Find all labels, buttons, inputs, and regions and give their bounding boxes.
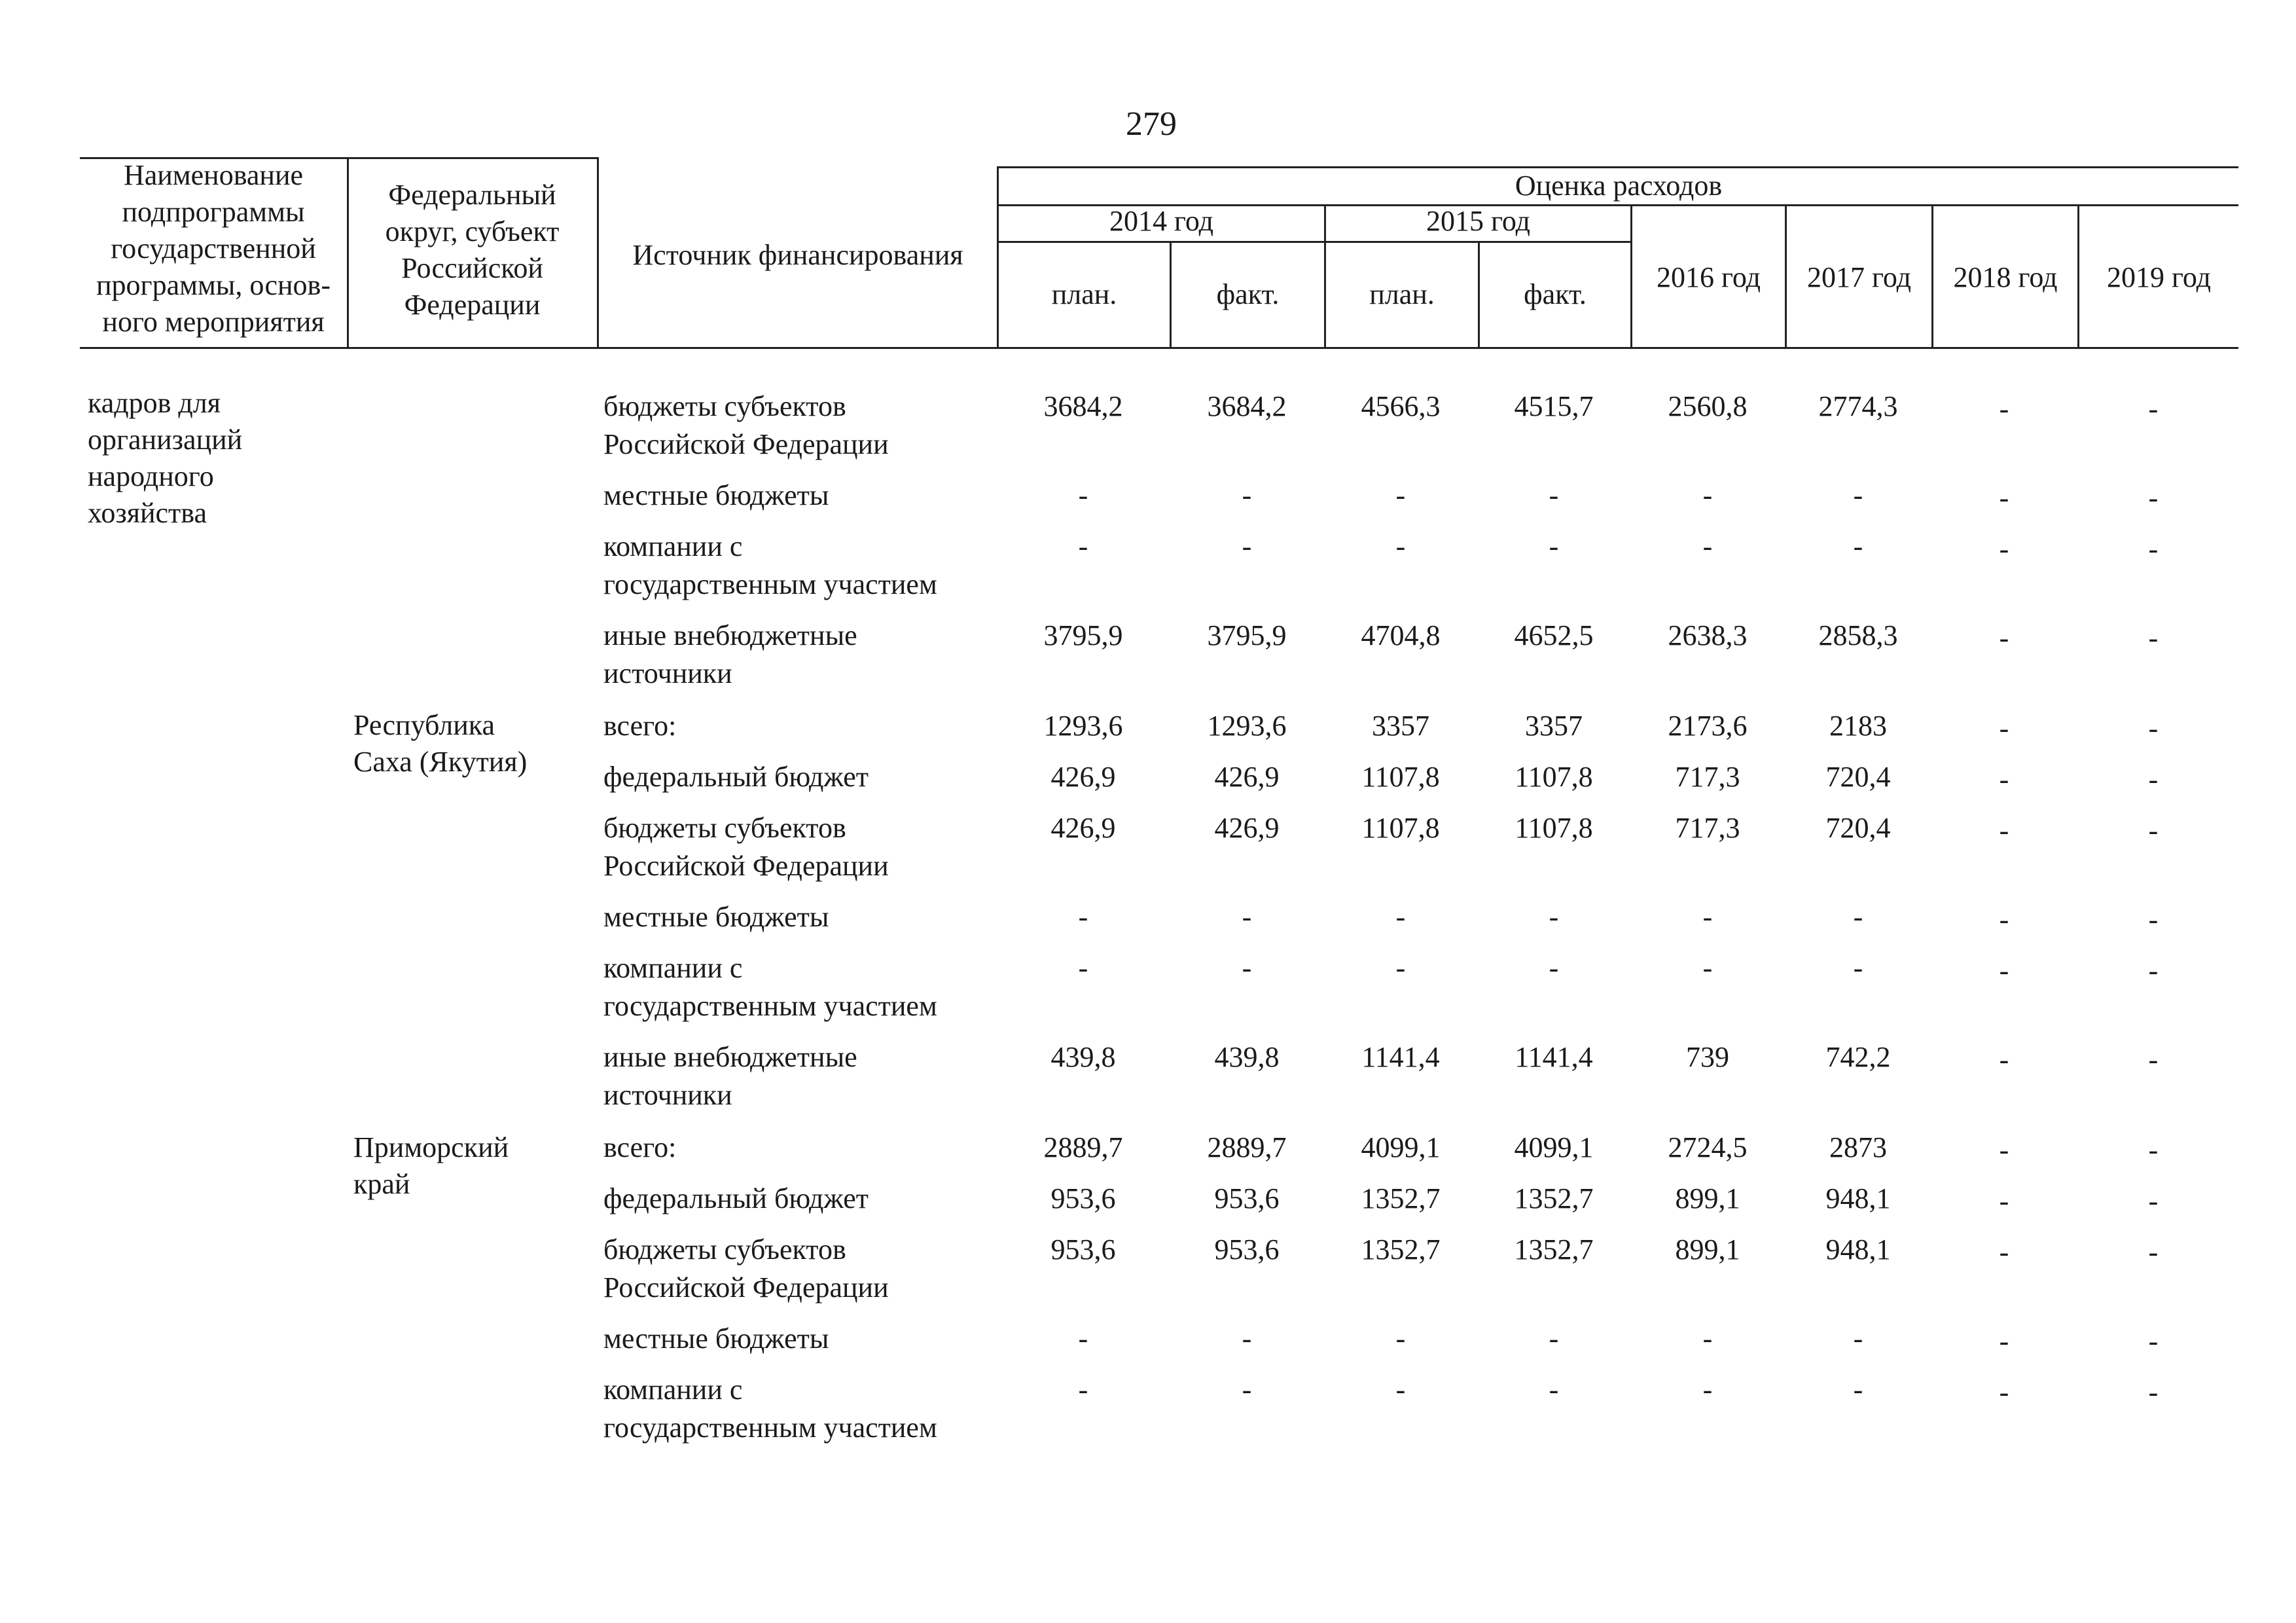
header-program-line: подпрограммы (122, 196, 305, 228)
value-cell: 948,1 (1825, 1233, 1891, 1266)
value-cell: - (2148, 622, 2159, 654)
value-cell: - (1078, 1374, 1088, 1406)
value-cell: 1352,7 (1514, 1182, 1594, 1214)
value-cell: - (1078, 901, 1088, 933)
source-line: компании с (603, 530, 743, 562)
region-line: Саха (Якутия) (353, 746, 528, 778)
value-cell: - (1702, 479, 1713, 511)
value-cell: 953,6 (1214, 1182, 1280, 1214)
region-yakutia (353, 707, 527, 780)
value-cell: 439,8 (1050, 1041, 1116, 1073)
source-line: государственным участием (603, 990, 937, 1022)
value-cell: - (1078, 479, 1088, 511)
header-region-line: Федерации (404, 289, 541, 321)
source-cell (603, 1371, 937, 1447)
value-cell: 1293,6 (1207, 710, 1287, 742)
value-cell: - (1395, 530, 1406, 562)
value-cell: - (1702, 952, 1713, 984)
source-line: местные бюджеты (603, 479, 829, 511)
value-cell: 2774,3 (1818, 390, 1898, 422)
value-cell: - (1999, 533, 2009, 565)
value-cell: - (1078, 952, 1088, 984)
value-cell: - (2148, 1325, 2159, 1357)
value-cell: - (1242, 901, 1252, 933)
value-cell: - (2148, 903, 2159, 936)
value-cell: - (1999, 814, 2009, 847)
value-cell: 3357 (1525, 710, 1583, 742)
value-cell: - (1395, 901, 1406, 933)
region-line: край (353, 1168, 410, 1200)
value-cell: 426,9 (1214, 812, 1280, 844)
value-cell: - (1549, 952, 1559, 984)
value-cell: - (1549, 1322, 1559, 1355)
source-line: государственным участием (603, 568, 937, 600)
value-cell: - (1853, 1322, 1863, 1355)
source-line: бюджеты субъектов (603, 390, 846, 422)
value-cell: - (1395, 1322, 1406, 1355)
source-line: Российской Федерации (603, 850, 889, 882)
program-name-line: хозяйства (88, 497, 207, 529)
year-divider (997, 241, 1630, 243)
value-cell: 426,9 (1050, 761, 1116, 793)
value-cell: 2858,3 (1818, 619, 1898, 651)
value-cell: - (1853, 479, 1863, 511)
header-program-line: ного мероприятия (102, 306, 325, 338)
value-cell: 4566,3 (1361, 390, 1441, 422)
value-cell: 899,1 (1675, 1233, 1740, 1266)
source-line: местные бюджеты (603, 1322, 829, 1355)
source-line: федеральный бюджет (603, 1182, 869, 1214)
value-cell: - (1999, 712, 2009, 744)
header-fact-2015: факт. (1524, 278, 1587, 310)
value-cell: - (2148, 533, 2159, 565)
value-cell: 2183 (1829, 710, 1887, 742)
value-cell: 4099,1 (1361, 1131, 1441, 1163)
value-cell: - (1999, 1236, 2009, 1268)
program-name-line: кадров для (88, 387, 221, 419)
source-cell (603, 1180, 869, 1218)
header-region-line: Российской (401, 252, 543, 284)
value-cell: - (1999, 482, 2009, 514)
value-cell: 717,3 (1675, 812, 1740, 844)
source-line: иные внебюджетные (603, 1041, 857, 1073)
value-cell: - (1395, 479, 1406, 511)
value-cell: 4099,1 (1514, 1131, 1594, 1163)
source-line: государственным участием (603, 1412, 937, 1444)
value-cell: - (2148, 1134, 2159, 1166)
source-cell (603, 898, 829, 936)
value-cell: - (2148, 393, 2159, 425)
source-cell (603, 949, 937, 1025)
value-cell: - (2148, 763, 2159, 795)
value-cell: - (1853, 530, 1863, 562)
value-cell: 953,6 (1050, 1182, 1116, 1214)
header-year-2015: 2015 год (1426, 205, 1531, 237)
value-cell: - (1242, 952, 1252, 984)
value-cell: 1352,7 (1361, 1182, 1441, 1214)
value-cell: - (2148, 712, 2159, 744)
value-cell: 2889,7 (1207, 1131, 1287, 1163)
region-primorsky (353, 1129, 509, 1203)
value-cell: - (1395, 1374, 1406, 1406)
header-plan-2014: план. (1051, 278, 1117, 310)
header-bottom-border (80, 347, 2238, 349)
value-cell: 720,4 (1825, 761, 1891, 793)
value-cell: 2873 (1829, 1131, 1887, 1163)
value-cell: - (2148, 482, 2159, 514)
value-cell: 2173,6 (1668, 710, 1748, 742)
value-cell: - (1999, 1185, 2009, 1217)
value-cell: 4515,7 (1514, 390, 1594, 422)
value-cell: - (1078, 530, 1088, 562)
source-line: иные внебюджетные (603, 619, 857, 651)
value-cell: 3795,9 (1207, 619, 1287, 651)
value-cell: 1141,4 (1515, 1041, 1593, 1073)
source-line: всего: (603, 710, 677, 742)
source-line: бюджеты субъектов (603, 1233, 846, 1266)
source-cell (603, 477, 829, 515)
region-line: Приморский (353, 1131, 509, 1163)
value-cell: 4704,8 (1361, 619, 1441, 651)
value-cell: 426,9 (1214, 761, 1280, 793)
value-cell: 2724,5 (1668, 1131, 1748, 1163)
source-cell (603, 1231, 889, 1307)
value-cell: - (1999, 393, 2009, 425)
source-line: источники (603, 1079, 732, 1111)
value-cell: 439,8 (1214, 1041, 1280, 1073)
source-line: компании с (603, 952, 743, 984)
value-cell: - (1549, 1374, 1559, 1406)
value-cell: 1141,4 (1361, 1041, 1440, 1073)
value-cell: - (1853, 1374, 1863, 1406)
value-cell: - (2148, 955, 2159, 987)
header-year-2017: 2017 год (1806, 261, 1912, 293)
program-name-line: народного (88, 460, 214, 492)
value-cell: 1352,7 (1514, 1233, 1594, 1266)
page-number: 279 (1126, 105, 1177, 143)
program-name (88, 385, 242, 532)
source-line: местные бюджеты (603, 901, 829, 933)
value-cell: 3684,2 (1207, 390, 1287, 422)
value-cell: - (1702, 530, 1713, 562)
header-program-line: государственной (111, 232, 316, 264)
header-program (81, 157, 346, 340)
value-cell: - (1242, 1374, 1252, 1406)
value-cell: 426,9 (1050, 812, 1116, 844)
source-line: федеральный бюджет (603, 761, 869, 793)
header-region-line: округ, субъект (385, 215, 560, 247)
value-cell: - (1242, 1322, 1252, 1355)
value-cell: - (1078, 1322, 1088, 1355)
value-cell: - (2148, 1044, 2159, 1076)
source-line: Российской Федерации (603, 428, 889, 460)
value-cell: 1352,7 (1361, 1233, 1441, 1266)
value-cell: - (1999, 763, 2009, 795)
value-cell: 953,6 (1050, 1233, 1116, 1266)
source-cell (603, 707, 676, 745)
value-cell: 1107,8 (1515, 812, 1593, 844)
value-cell: - (1549, 479, 1559, 511)
source-cell (603, 1129, 676, 1167)
value-cell: - (1999, 1134, 2009, 1166)
value-cell: 2889,7 (1043, 1131, 1123, 1163)
value-cell: - (1999, 955, 2009, 987)
source-line: компании с (603, 1374, 743, 1406)
value-cell: - (1999, 622, 2009, 654)
source-line: источники (603, 657, 732, 689)
value-cell: 742,2 (1825, 1041, 1891, 1073)
value-cell: - (2148, 814, 2159, 847)
value-cell: - (1549, 901, 1559, 933)
source-cell (603, 1038, 857, 1114)
value-cell: - (1395, 952, 1406, 984)
value-cell: - (1242, 530, 1252, 562)
source-cell (603, 528, 937, 604)
value-cell: 1107,8 (1361, 812, 1440, 844)
value-cell: 3684,2 (1043, 390, 1123, 422)
value-cell: - (1242, 479, 1252, 511)
value-cell: 720,4 (1825, 812, 1891, 844)
value-cell: - (2148, 1185, 2159, 1217)
value-cell: 739 (1686, 1041, 1729, 1073)
source-cell (603, 388, 889, 464)
header-year-2016: 2016 год (1656, 261, 1761, 293)
value-cell: - (1999, 1044, 2009, 1076)
value-cell: 948,1 (1825, 1182, 1891, 1214)
value-cell: - (1999, 1376, 2009, 1408)
source-cell (603, 617, 857, 693)
source-cell (603, 758, 869, 796)
source-line: бюджеты субъектов (603, 812, 846, 844)
header-region-line: Федеральный (388, 179, 556, 211)
value-cell: 1107,8 (1515, 761, 1593, 793)
header-fact-2014: факт. (1216, 278, 1280, 310)
value-cell: - (1853, 952, 1863, 984)
value-cell: 1293,6 (1043, 710, 1123, 742)
value-cell: 2560,8 (1668, 390, 1748, 422)
source-line: всего: (603, 1131, 677, 1163)
value-cell: - (1702, 1322, 1713, 1355)
source-cell (603, 809, 889, 885)
region-line: Республика (353, 709, 495, 741)
header-region (349, 177, 596, 323)
value-cell: 3795,9 (1043, 619, 1123, 651)
source-line: Российской Федерации (603, 1271, 889, 1304)
header-group-title: Оценка расходов (1515, 170, 1723, 202)
source-cell (603, 1320, 829, 1358)
header-year-2018: 2018 год (1953, 261, 2058, 293)
program-name-line: организаций (88, 424, 243, 456)
value-cell: 4652,5 (1514, 619, 1594, 651)
header-program-line: программы, основ- (96, 269, 331, 301)
value-cell: - (2148, 1236, 2159, 1268)
value-cell: - (1999, 1325, 2009, 1357)
header-program-line: Наименование (123, 159, 304, 191)
value-cell: - (1702, 901, 1713, 933)
value-cell: - (1853, 901, 1863, 933)
value-cell: 899,1 (1675, 1182, 1740, 1214)
value-cell: - (1702, 1374, 1713, 1406)
value-cell: 3357 (1372, 710, 1429, 742)
value-cell: - (1999, 903, 2009, 936)
value-cell: 717,3 (1675, 761, 1740, 793)
value-cell: - (2148, 1376, 2159, 1408)
value-cell: 953,6 (1214, 1233, 1280, 1266)
header-year-2014: 2014 год (1109, 205, 1214, 237)
header-plan-2015: план. (1369, 278, 1435, 310)
header-source: Источник финансирования (632, 239, 963, 271)
value-cell: - (1549, 530, 1559, 562)
value-cell: 2638,3 (1668, 619, 1748, 651)
header-year-2019: 2019 год (2106, 261, 2212, 293)
value-cell: 1107,8 (1361, 761, 1440, 793)
